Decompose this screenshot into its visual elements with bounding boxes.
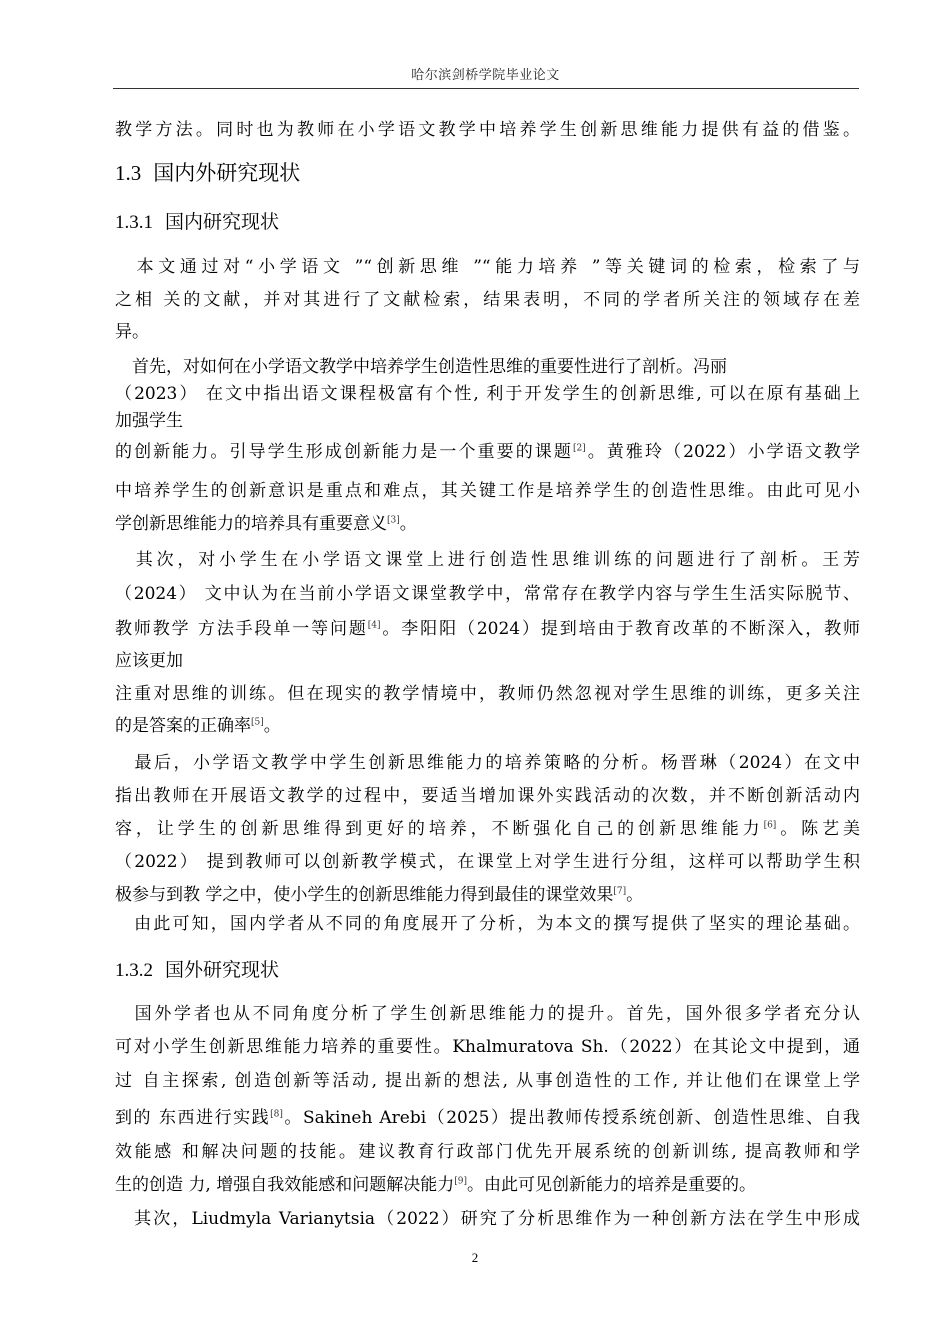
paragraph-line: 加强学生 xyxy=(115,411,183,431)
paragraph-line: （2024） 文中认为在当前小学语文课堂教学中，常常存在教学内容与学生生活实际脱节、 xyxy=(115,584,860,604)
citation[interactable]: [2] xyxy=(572,443,586,454)
header-rule xyxy=(113,88,859,89)
section-number: 1.3 xyxy=(115,161,142,185)
paragraph-line: 最后，小学语文教学中学生创新思维能力的培养策略的分析。杨晋琳（2024）在文中 xyxy=(115,753,860,773)
citation[interactable]: [4] xyxy=(367,620,381,631)
section-number: 1.3.1 xyxy=(115,212,153,233)
paragraph-line: 学创新思维能力的培养具有重要意义[3]。 xyxy=(115,514,417,534)
paragraph-line: 的是答案的正确率[5]。 xyxy=(115,716,281,736)
paragraph-line: 教师教学 方法手段单一等问题[4]。李阳阳（2024）提到培由于教育改革的不断深入，教师 xyxy=(115,619,861,639)
citation[interactable]: [5] xyxy=(251,717,264,728)
paragraph-line: 指出教师在开展语文教学的过程中，要适当增加课外实践活动的次数，并不断创新活动内 xyxy=(115,786,860,806)
paragraph-line: 的创新能力。引导学生形成创新能力是一个重要的课题[2]。黄雅玲（2022）小学语文教学 xyxy=(115,442,860,462)
paragraph-line: 注重对思维的训练。但在现实的教学情境中，教师仍然忽视对学生思维的训练，更多关注 xyxy=(115,684,860,704)
paragraph-line: 其次，对小学生在小学语文课堂上进行创造性思维训练的问题进行了剖析。王芳 xyxy=(115,550,860,570)
section-title: 国外研究现状 xyxy=(165,959,280,981)
paragraph-line: 其次，Liudmyla Varianytsia（2022）研究了分析思维作为一种创新方法在学生中形成 xyxy=(115,1209,860,1229)
section-number: 1.3.2 xyxy=(115,960,153,981)
section-heading-1-3-2 xyxy=(115,958,279,983)
running-header: 哈尔滨剑桥学院毕业论文 xyxy=(411,68,560,83)
citation[interactable]: [6] xyxy=(763,820,777,831)
paragraph-line: 异。 xyxy=(115,322,149,342)
paragraph-line: （2022） 提到教师可以创新教学模式，在课堂上对学生进行分组，这样可以帮助学生积 xyxy=(115,852,860,872)
citation[interactable]: [7] xyxy=(613,886,627,897)
paragraph-line: 过 自主探索, 创造创新等活动, 提出新的想法, 从事创造性的工作, 并让他们在课堂上学 xyxy=(115,1071,860,1091)
intro-line: 教学方法。同时也为教师在小学语文教学中培养学生创新思维能力提供有益的借鉴。 xyxy=(115,120,860,140)
paragraph-line: 应该更加 xyxy=(115,651,183,671)
paragraph-line: 由此可知，国内学者从不同的角度展开了分析，为本文的撰写提供了坚实的理论基础。 xyxy=(115,914,860,934)
paragraph-line: 本文通过对“小学语文 ”“创新思维 ”“能力培养 ”等关键词的检索，检索了与 xyxy=(115,257,860,277)
paragraph-line: 首先，对如何在小学语文教学中培养学生创造性思维的重要性进行了剖析。冯丽 xyxy=(115,357,727,377)
citation[interactable]: [8] xyxy=(270,1109,283,1120)
citation[interactable]: [3] xyxy=(387,515,400,526)
paragraph-line: 到的 东西进行实践[8]。Sakineh Arebi（2025）提出教师传授系统创新、创造性思维、自我 xyxy=(115,1108,860,1128)
paragraph-line: 生的创造 力, 增强自我效能感和问题解决能力[9]。由此可见创新能力的培养是重要的。 xyxy=(115,1175,756,1195)
paragraph-line: 容，让学生的创新思维得到更好的培养，不断强化自己的创新思维能力[6]。陈艺美 xyxy=(115,819,860,839)
section-title: 国内外研究现状 xyxy=(153,161,301,185)
section-title: 国内研究现状 xyxy=(165,211,280,233)
section-heading-1-3 xyxy=(115,160,300,186)
paragraph-line: （2023） 在文中指出语文课程极富有个性, 利于开发学生的创新思维, 可以在原有基础上 xyxy=(115,384,860,404)
page-number: 2 xyxy=(471,1250,479,1265)
paragraph-line: 效能感 和解决问题的技能。建议教育行政部门优先开展系统的创新训练, 提高教师和学 xyxy=(115,1142,860,1162)
citation[interactable]: [9] xyxy=(454,1176,467,1187)
paragraph-line: 之相 关的文献，并对其进行了文献检索，结果表明，不同的学者所关注的领域存在差 xyxy=(115,290,860,310)
paragraph-line: 中培养学生的创新意识是重点和难点，其关键工作是培养学生的创造性思维。由此可见小 xyxy=(115,481,860,501)
paragraph-line: 极参与到教 学之中，使小学生的创新思维能力得到最佳的课堂效果[7]。 xyxy=(115,885,644,905)
paragraph-line: 可对小学生创新思维能力培养的重要性。Khalmuratova Sh.（2022）在其论文中提到，通 xyxy=(115,1037,860,1057)
paragraph-line: 国外学者也从不同角度分析了学生创新思维能力的提升。首先，国外很多学者充分认 xyxy=(115,1004,860,1024)
section-heading-1-3-1 xyxy=(115,210,279,235)
